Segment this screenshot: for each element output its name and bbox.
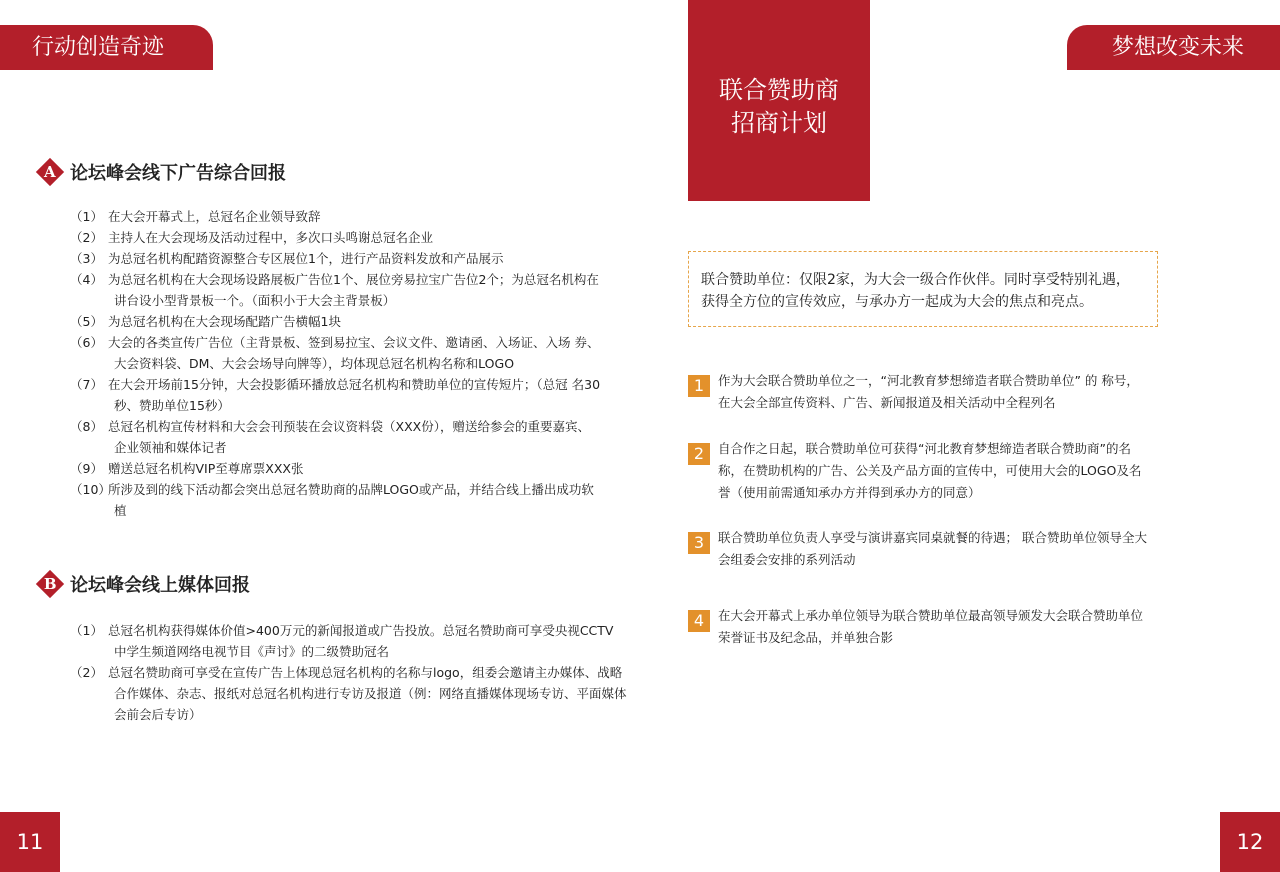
item-line: 为总冠名机构在大会现场配踏广告横幅1块 — [108, 314, 341, 329]
benefit-line: 会组委会安排的系列活动 — [718, 552, 856, 567]
item-line: 赠送总冠名机构VIP至尊席票XXX张 — [108, 461, 304, 476]
benefit-item — [688, 605, 1163, 649]
item-line: 讲台设小型背景板一个。（面积小于大会主背景板） — [114, 293, 396, 308]
page-number-right: 12 — [1220, 812, 1280, 872]
sponsor-title-box — [688, 0, 870, 201]
list-item — [70, 662, 640, 725]
section-b-title: 论坛峰会线上媒体回报 — [70, 575, 250, 596]
list-item — [70, 374, 640, 416]
item-number: （7） — [70, 377, 103, 392]
list-item — [70, 620, 640, 662]
header-tab-left: 行动创造奇迹 — [0, 25, 213, 70]
item-text — [108, 269, 640, 311]
item-line: 总冠名机构获得媒体价值>400万元的新闻报道或广告投放。总冠名赞助商可享受央视CCTV — [108, 623, 614, 638]
item-line: 主持人在大会现场及活动过程中，多次口头鸣谢总冠名企业 — [108, 230, 434, 245]
item-number: （4） — [70, 272, 103, 287]
header-tab-right: 梦想改变未来 — [1067, 25, 1280, 70]
benefit-line: 作为大会联合赞助单位之一，“河北教育梦想缔造者联合赞助单位” 的 称号， — [718, 373, 1139, 388]
section-a-list — [70, 206, 640, 521]
list-item — [70, 248, 640, 269]
item-text — [108, 227, 640, 248]
item-text — [108, 479, 640, 521]
item-number: （5） — [70, 314, 103, 329]
item-line: 在大会开场前15分钟，大会投影循环播放总冠名机构和赞助单位的宣传短片；（总冠 名30 — [108, 377, 601, 392]
benefit-number-badge: 4 — [688, 610, 710, 632]
benefit-number-badge: 2 — [688, 443, 710, 465]
benefit-line: 荣誉证书及纪念品，并单独合影 — [718, 630, 894, 645]
intro-line-2: 获得全方位的宣传效应，与承办方一起成为大会的焦点和亮点。 — [701, 294, 1093, 310]
list-item — [70, 227, 640, 248]
item-text — [108, 620, 640, 662]
item-line: 企业领袖和媒体记者 — [114, 440, 227, 455]
item-text — [108, 374, 640, 416]
item-number: （2） — [70, 230, 103, 245]
item-line: 大会的各类宣传广告位（主背景板、签到易拉宝、会议文件、邀请函、入场证、入场 券、 — [108, 335, 600, 350]
item-number: （3） — [70, 251, 103, 266]
section-b-badge: B — [36, 570, 64, 598]
title-line-1: 联合赞助商 — [719, 76, 839, 104]
list-item — [70, 458, 640, 479]
item-line: 总冠名赞助商可享受在宣传广告上体现总冠名机构的名称与logo，组委会邀请主办媒体、战略 — [108, 665, 623, 680]
section-b-list — [70, 620, 640, 725]
item-text — [108, 311, 640, 332]
item-text — [108, 458, 640, 479]
benefit-item — [688, 370, 1163, 414]
section-a-heading — [38, 159, 286, 185]
item-line: 会前会后专访） — [114, 707, 202, 722]
benefit-line: 在大会全部宣传资料、广告、新闻报道及相关活动中全程列名 — [718, 395, 1056, 410]
item-line: 为总冠名机构在大会现场设路展板广告位1个、展位旁易拉宝广告位2个；为总冠名机构在 — [108, 272, 599, 287]
item-text — [108, 206, 640, 227]
item-line: 总冠名机构宣传材料和大会会刊预装在会议资料袋（XXX份），赠送给参会的重要嘉宾、 — [108, 419, 590, 434]
item-line: 秒、赞助单位15秒） — [114, 398, 230, 413]
intro-box — [688, 251, 1158, 327]
benefit-item — [688, 438, 1163, 504]
benefit-line: 自合作之日起，联合赞助单位可获得“河北教育梦想缔造者联合赞助商”的名 — [718, 441, 1131, 456]
benefit-text — [718, 605, 1143, 649]
item-text — [108, 248, 640, 269]
item-number: （1） — [70, 209, 103, 224]
benefit-number-badge: 3 — [688, 532, 710, 554]
benefit-item — [688, 527, 1163, 571]
section-a-title: 论坛峰会线下广告综合回报 — [70, 163, 286, 184]
list-item — [70, 479, 640, 521]
benefit-text — [718, 527, 1147, 571]
item-number: （6） — [70, 335, 103, 350]
item-number: （2） — [70, 665, 103, 680]
item-line: 大会资料袋、DM、大会会场导向牌等），均体现总冠名机构名称和LOGO — [114, 356, 515, 371]
item-number: （9） — [70, 461, 103, 476]
page-number-left: 11 — [0, 812, 60, 872]
list-item — [70, 332, 640, 374]
item-number: （1） — [70, 623, 103, 638]
section-b-heading — [38, 571, 250, 597]
item-line: 植 — [114, 503, 127, 518]
benefit-line: 在大会开幕式上承办单位领导为联合赞助单位最高领导颁发大会联合赞助单位 — [718, 608, 1144, 623]
list-item — [70, 269, 640, 311]
benefit-number-badge: 1 — [688, 375, 710, 397]
title-line-2: 招商计划 — [731, 109, 827, 137]
item-line: 为总冠名机构配踏资源整合专区展位1个，进行产品资料发放和产品展示 — [108, 251, 504, 266]
item-line: 所涉及到的线下活动都会突出总冠名赞助商的品牌LOGO或产品，并结合线上播出成功软 — [108, 482, 594, 497]
item-text — [108, 662, 640, 725]
section-a-badge: A — [36, 158, 64, 186]
list-item — [70, 416, 640, 458]
benefit-line: 联合赞助单位负责人享受与演讲嘉宾同桌就餐的待遇； 联合赞助单位领导全大 — [718, 530, 1147, 545]
list-item — [70, 311, 640, 332]
benefit-line: 誉（使用前需通知承办方并得到承办方的同意） — [718, 485, 981, 500]
item-line: 合作媒体、杂志、报纸对总冠名机构进行专访及报道（例：网络直播媒体现场专访、平面媒体 — [114, 686, 627, 701]
intro-line-1: 联合赞助单位：仅限2家，为大会一级合作伙伴。同时享受特别礼遇， — [701, 272, 1130, 288]
item-number: （8） — [70, 419, 103, 434]
item-number: （10） — [70, 482, 111, 497]
item-line: 中学生频道网络电视节目《声讨》的二级赞助冠名 — [114, 644, 390, 659]
item-line: 在大会开幕式上，总冠名企业领导致辞 — [108, 209, 321, 224]
benefit-text — [718, 438, 1141, 504]
item-text — [108, 416, 640, 458]
benefit-text — [718, 370, 1139, 414]
item-text — [108, 332, 640, 374]
benefit-line: 称，在赞助机构的广告、公关及产品方面的宣传中，可使用大会的LOGO及名 — [718, 463, 1142, 478]
list-item — [70, 206, 640, 227]
